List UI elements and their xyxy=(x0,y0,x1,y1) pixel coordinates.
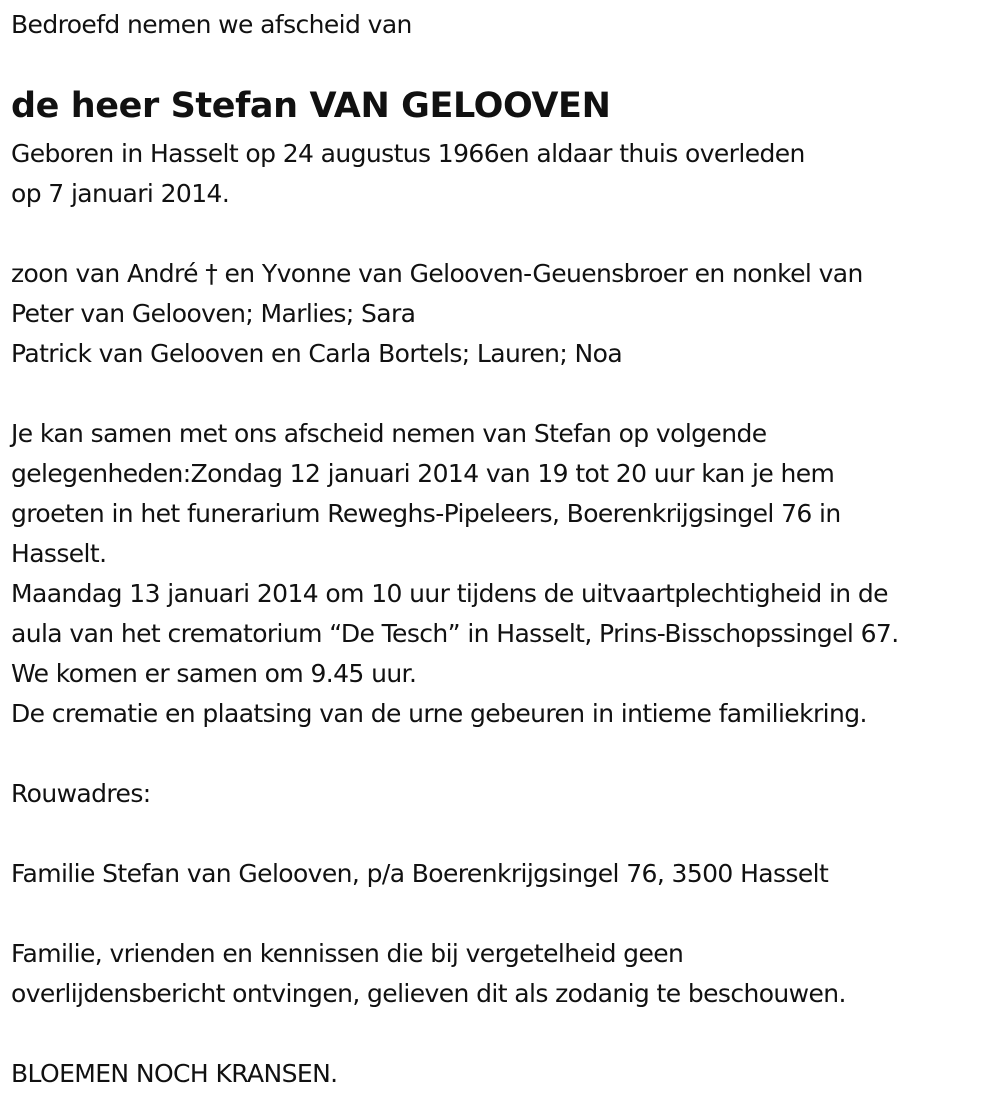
ceremony-line-3: groeten in het funerarium Reweghs-Pipeleers, Boerenkrijgsingel 76 in xyxy=(11,499,841,528)
birth-line-2: op 7 januari 2014. xyxy=(11,179,230,208)
notice-line-1: Familie, vrienden en kennissen die bij vergetelheid geen xyxy=(11,939,684,968)
deceased-name: de heer Stefan VAN GELOOVEN xyxy=(11,86,611,126)
family-line-1: zoon van André † en Yvonne van Gelooven-Geuensbroer en nonkel van xyxy=(11,259,863,288)
family-line-2: Peter van Gelooven; Marlies; Sara xyxy=(11,299,416,328)
intro-text: Bedroefd nemen we afscheid van xyxy=(11,10,412,39)
address-label: Rouwadres: xyxy=(11,779,151,808)
ceremony-line-1: Je kan samen met ons afscheid nemen van Stefan op volgende xyxy=(11,419,767,448)
ceremony-line-4: Hasselt. xyxy=(11,539,107,568)
ceremony-line-2: gelegenheden:Zondag 12 januari 2014 van 19 tot 20 uur kan je hem xyxy=(11,459,835,488)
ceremony-line-8: De crematie en plaatsing van de urne gebeuren in intieme familiekring. xyxy=(11,699,867,728)
notice-line-2: overlijdensbericht ontvingen, gelieven dit als zodanig te beschouwen. xyxy=(11,979,846,1008)
closing-text: BLOEMEN NOCH KRANSEN. xyxy=(11,1059,338,1088)
ceremony-line-6: aula van het crematorium “De Tesch” in Hasselt, Prins-Bisschopssingel 67. xyxy=(11,619,899,648)
address-text: Familie Stefan van Gelooven, p/a Boerenkrijgsingel 76, 3500 Hasselt xyxy=(11,859,829,888)
birth-line-1: Geboren in Hasselt op 24 augustus 1966en aldaar thuis overleden xyxy=(11,139,805,168)
ceremony-line-5: Maandag 13 januari 2014 om 10 uur tijdens de uitvaartplechtigheid in de xyxy=(11,579,888,608)
family-line-3: Patrick van Gelooven en Carla Bortels; Lauren; Noa xyxy=(11,339,623,368)
ceremony-line-7: We komen er samen om 9.45 uur. xyxy=(11,659,417,688)
